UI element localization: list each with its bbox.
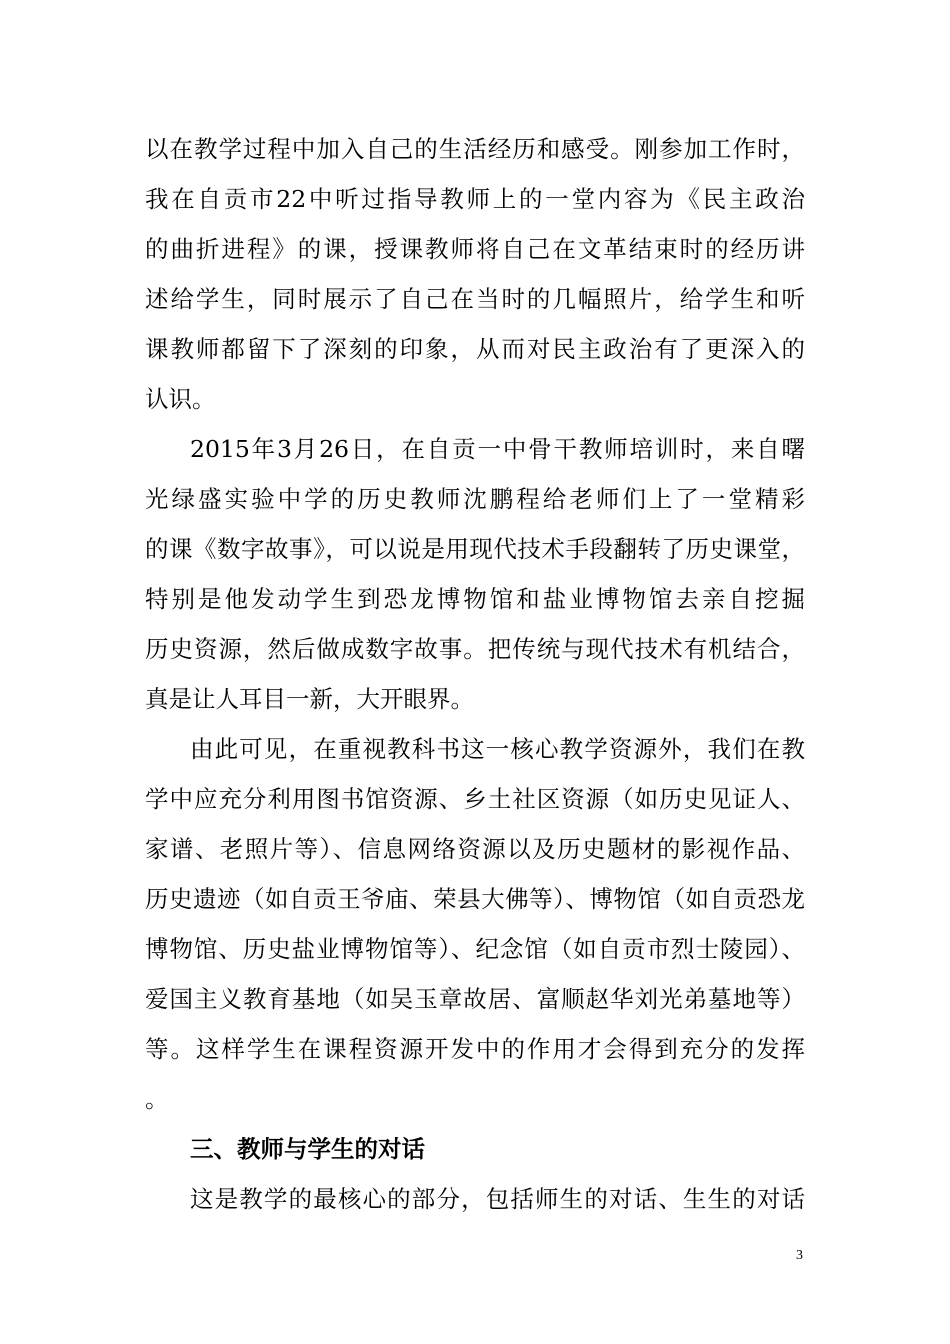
- text-line: 的曲折进程》的课，授课教师将自己在文革结束时的经历讲: [145, 235, 805, 263]
- text-line: 由此可见，在重视教科书这一核心教学资源外，我们在教: [190, 735, 805, 763]
- text-line: 认识。: [145, 385, 216, 413]
- text-line: 。: [145, 1085, 169, 1113]
- text-line: 学中应充分利用图书馆资源、乡土社区资源（如历史见证人、: [145, 785, 805, 813]
- text-line: 爱国主义教育基地（如吴玉章故居、富顺赵华刘光弟墓地等）: [145, 985, 805, 1013]
- text-line: 历史遗迹（如自贡王爷庙、荣县大佛等）、博物馆（如自贡恐龙: [145, 885, 805, 913]
- text-line: 的课《数字故事》，可以说是用现代技术手段翻转了历史课堂，: [145, 535, 805, 563]
- text-line: 以在教学过程中加入自己的生活经历和感受。刚参加工作时，: [145, 135, 805, 163]
- section-heading: 三、教师与学生的对话: [190, 1135, 425, 1163]
- text-line: 博物馆、历史盐业博物馆等）、纪念馆（如自贡市烈士陵园）、: [145, 935, 805, 963]
- text-line: 2015年3月26日，在自贡一中骨干教师培训时，来自曙: [190, 435, 805, 463]
- text-line: 这是教学的最核心的部分，包括师生的对话、生生的对话: [190, 1185, 805, 1213]
- text-line: 历史资源，然后做成数字故事。把传统与现代技术有机结合，: [145, 635, 805, 663]
- text-line: 述给学生，同时展示了自己在当时的几幅照片，给学生和听: [145, 285, 805, 313]
- text-line: 光绿盛实验中学的历史教师沈鹏程给老师们上了一堂精彩: [145, 485, 805, 513]
- text-line: 家谱、老照片等）、信息网络资源以及历史题材的影视作品、: [145, 835, 805, 863]
- text-line: 特别是他发动学生到恐龙博物馆和盐业博物馆去亲自挖掘: [145, 585, 805, 613]
- text-line: 真是让人耳目一新，大开眼界。: [145, 685, 474, 713]
- text-line: 等。这样学生在课程资源开发中的作用才会得到充分的发挥: [145, 1035, 805, 1063]
- text-line: 课教师都留下了深刻的印象，从而对民主政治有了更深入的: [145, 335, 805, 363]
- page-number: 3: [796, 1248, 803, 1263]
- text-line: 我在自贡市22中听过指导教师上的一堂内容为《民主政治: [145, 185, 805, 213]
